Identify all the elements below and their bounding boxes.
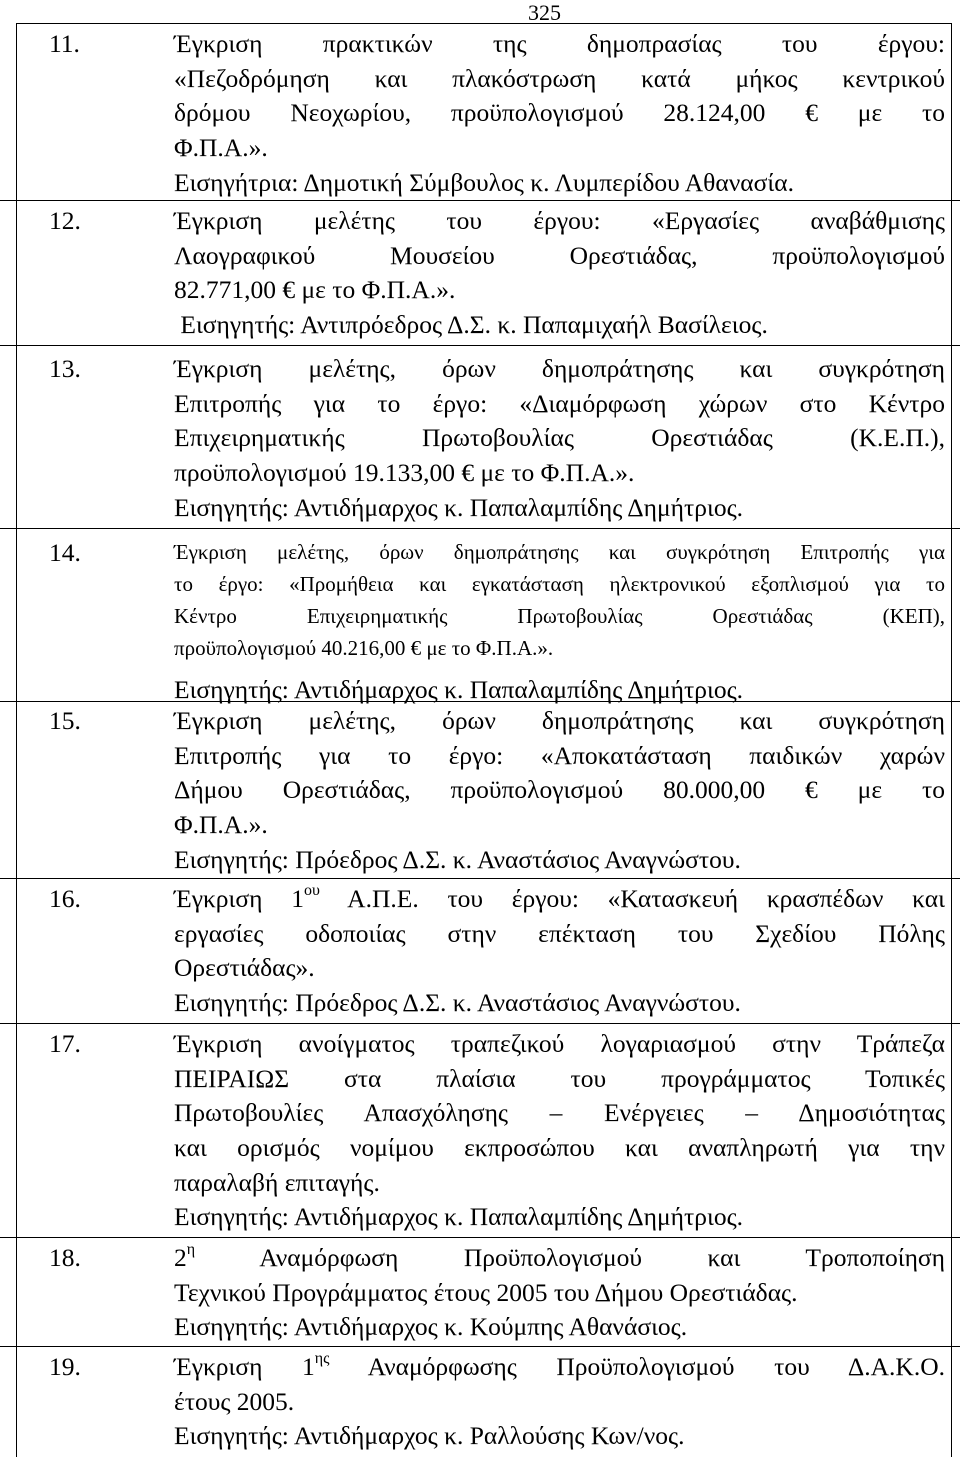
item-rapporteur: Εισηγητής: Αντιδήμαρχος κ. Παπαλαμπίδης Δημήτριος. [174,1202,744,1232]
item-line: Έγκριση μελέτης, όρων δημοπράτησης και συγκρότηση Επιτροπής για [174,540,945,564]
item-line: Επιχειρηματικής Πρωτοβουλίας Ορεστιάδας (Κ.Ε.Π.), [174,423,945,453]
item-line: Έγκριση ανοίγματος τραπεζικού λογαριασμού στην Τράπεζα [174,1029,945,1058]
item-line [174,1241,945,1276]
item-line: Δήμου Ορεστιάδας, προϋπολογισμού 80.000,00 € με το [174,775,945,805]
item-number: 17. [49,1029,81,1058]
item-line: προϋπολογισμού 19.133,00 € με το Φ.Π.Α.». [174,458,635,488]
item-line: εργασίες οδοποιίας στην επέκταση του Σχεδίου Πόλης [174,918,945,948]
item-line: Ορεστιάδας». [174,953,315,983]
item-text [174,204,945,343]
item-line: Λαογραφικού Μουσείου Ορεστιάδας, προϋπολογισμού [174,240,945,270]
item-line-start: Έγκριση 1 [174,884,304,913]
agenda-item-15 [0,701,960,879]
item-line: 82.771,00 € με το Φ.Π.Α.». [174,275,456,305]
item-rapporteur: Εισηγητής: Αντιδήμαρχος κ. Παπαλαμπίδης Δημήτριος. [174,675,744,704]
item-text [174,882,945,1021]
ordinal-superscript: ου [303,881,320,899]
item-text [174,1241,945,1345]
item-number: 12. [49,206,81,235]
item-line: παραλαβή επιταγής. [174,1167,380,1197]
item-line: Έγκριση πρακτικών της δημοπρασίας του έργου: [174,29,945,58]
item-number: 14. [49,538,81,567]
item-line: Έγκριση μελέτης, όρων δημοπράτησης και συγκρότηση [174,706,945,735]
item-rapporteur: Εισηγήτρια: Δημοτική Σύμβουλος κ. Λυμπερίδου Αθανασία. [174,167,794,197]
item-text [174,536,945,708]
item-line: έτους 2005. [174,1386,295,1416]
item-line: Έγκριση μελέτης, όρων δημοπράτησης και συγκρότηση [174,354,945,383]
agenda-item-17 [0,1023,960,1238]
item-line: Τεχνικού Προγράμματος έτους 2005 του Δήμου Ορεστιάδας. [174,1277,798,1307]
agenda-item-12 [0,200,960,346]
item-rapporteur: Εισηγητής: Πρόεδρος Δ.Σ. κ. Αναστάσιος Αναγνώστου. [174,988,741,1018]
item-line: Έγκριση μελέτης του έργου: «Εργασίες αναβάθμισης [174,206,945,235]
agenda-item-11 [0,27,960,200]
agenda-item-16 [0,878,960,1024]
item-line-start: Έγκριση 1 [174,1352,315,1381]
item-line: Φ.Π.Α.». [174,810,268,840]
item-rapporteur: Εισηγητής: Αντιπρόεδρος Δ.Σ. κ. Παπαμιχαήλ Βασίλειος. [174,310,768,340]
ordinal-superscript: ης [314,1349,330,1367]
item-number: 13. [49,354,81,383]
agenda-item-18 [0,1237,960,1347]
item-text [174,1027,945,1235]
item-line-end: Α.Π.Ε. του έργου: «Κατασκευή κρασπέδων και [319,884,945,913]
item-text [174,352,945,525]
item-line: προϋπολογισμού 40.216,00 € με το Φ.Π.Α.». [174,636,554,660]
item-line: και ορισμός νομίμου εκπροσώπου και αναπληρωτή για την [174,1133,945,1163]
item-line: Κέντρο Επιχειρηματικής Πρωτοβουλίας Ορεστιάδας (ΚΕΠ), [174,604,945,628]
item-number: 19. [49,1352,81,1381]
item-line: δρόμου Νεοχωρίου, προϋπολογισμού 28.124,00 € με το [174,98,945,128]
item-rapporteur: Εισηγητής: Αντιδήμαρχος κ. Ραλλούσης Κων/νος. [174,1421,685,1451]
agenda-item-19 [0,1346,960,1458]
agenda-item-14 [0,528,960,704]
item-rapporteur: Εισηγητής: Αντιδήμαρχος κ. Παπαλαμπίδης Δημήτριος. [174,492,744,522]
item-line: Πρωτοβουλίες Απασχόλησης – Ενέργειες – Δημοσιότητας [174,1098,945,1128]
ordinal-superscript: η [186,1240,196,1258]
item-line [174,882,945,917]
item-number: 16. [49,884,81,913]
item-line: «Πεζοδρόμηση και πλακόστρωση κατά μήκος κεντρικού [174,63,945,93]
item-line-end: Αναμόρφωση Προϋπολογισμού και Τροποποίηση [195,1243,945,1272]
item-text [174,704,945,877]
item-number: 15. [49,706,81,735]
item-line-end: Αναμόρφωσης Προϋπολογισμού του Δ.Α.Κ.Ο. [329,1352,945,1381]
item-text [174,1350,945,1454]
item-text [174,27,945,200]
item-line-start: 2 [174,1243,187,1272]
item-line [174,1350,945,1385]
item-line: Επιτροπής για το έργο: «Αποκατάσταση παιδικών χαρών [174,740,945,770]
page-number: 325 [528,0,561,25]
agenda-item-13 [0,345,960,529]
item-number: 18. [49,1243,81,1272]
item-rapporteur: Εισηγητής: Πρόεδρος Δ.Σ. κ. Αναστάσιος Αναγνώστου. [174,844,741,874]
item-line: Φ.Π.Α.». [174,133,268,163]
item-number: 11. [49,29,80,58]
item-line: το έργο: «Προμήθεια και εγκατάσταση ηλεκτρονικού εξοπλισμού για το [174,572,945,596]
item-line: ΠΕΙΡΑΙΩΣ στα πλαίσια του προγράμματος Τοπικές [174,1063,945,1093]
item-line: Επιτροπής για το έργο: «Διαμόρφωση χώρων στο Κέντρο [174,388,945,418]
item-rapporteur: Εισηγητής: Αντιδήμαρχος κ. Κούμπης Αθανάσιος. [174,1312,688,1342]
